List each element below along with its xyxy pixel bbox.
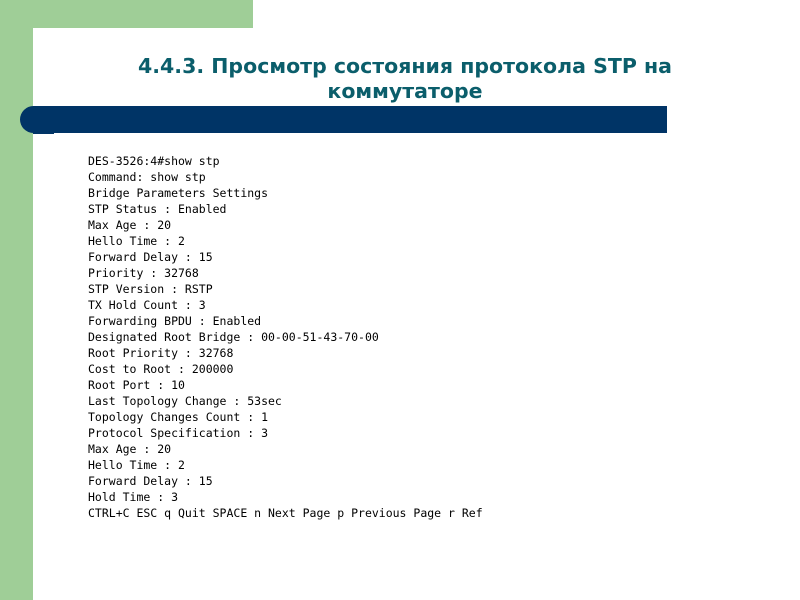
- terminal-line: Max Age : 20: [88, 442, 172, 456]
- terminal-line: Forward Delay : 15: [88, 474, 213, 488]
- slide-title: 4.4.3. Просмотр состояния протокола STP на коммутаторе: [137, 54, 672, 103]
- terminal-line: TX Hold Count : 3: [88, 298, 206, 312]
- terminal-line: Forwarding BPDU : Enabled: [88, 314, 262, 328]
- terminal-line: Protocol Specification : 3: [88, 426, 269, 440]
- terminal-line: CTRL+C ESC q Quit SPACE n Next Page p Previous Page r Ref: [88, 506, 483, 520]
- terminal-line: Topology Changes Count : 1: [88, 410, 269, 424]
- terminal-line: Hello Time : 2: [88, 458, 185, 472]
- terminal-line: Last Topology Change : 53sec: [88, 394, 282, 408]
- decor-rounded-corner: [33, 28, 93, 88]
- terminal-line: Forward Delay : 15: [88, 250, 213, 264]
- title-underline-accent: [33, 132, 54, 134]
- terminal-line: STP Status : Enabled: [88, 202, 227, 216]
- terminal-line: DES-3526:4#show stp: [88, 154, 220, 168]
- terminal-line: STP Version : RSTP: [88, 282, 213, 296]
- terminal-line: Priority : 32768: [88, 266, 199, 280]
- terminal-line: Root Port : 10: [88, 378, 185, 392]
- terminal-line: Max Age : 20: [88, 218, 172, 232]
- title-underline-bar: [20, 106, 667, 133]
- decor-green-left-band: [0, 0, 33, 600]
- decor-green-top-band: [0, 0, 253, 28]
- terminal-line: Bridge Parameters Settings: [88, 186, 269, 200]
- terminal-output: [88, 153, 483, 521]
- terminal-line: Cost to Root : 200000: [88, 362, 234, 376]
- terminal-line: Hold Time : 3: [88, 490, 179, 504]
- terminal-line: Hello Time : 2: [88, 234, 185, 248]
- terminal-line: Root Priority : 32768: [88, 346, 234, 360]
- terminal-line: Designated Root Bridge : 00-00-51-43-70-00: [88, 330, 379, 344]
- terminal-line: Command: show stp: [88, 170, 206, 184]
